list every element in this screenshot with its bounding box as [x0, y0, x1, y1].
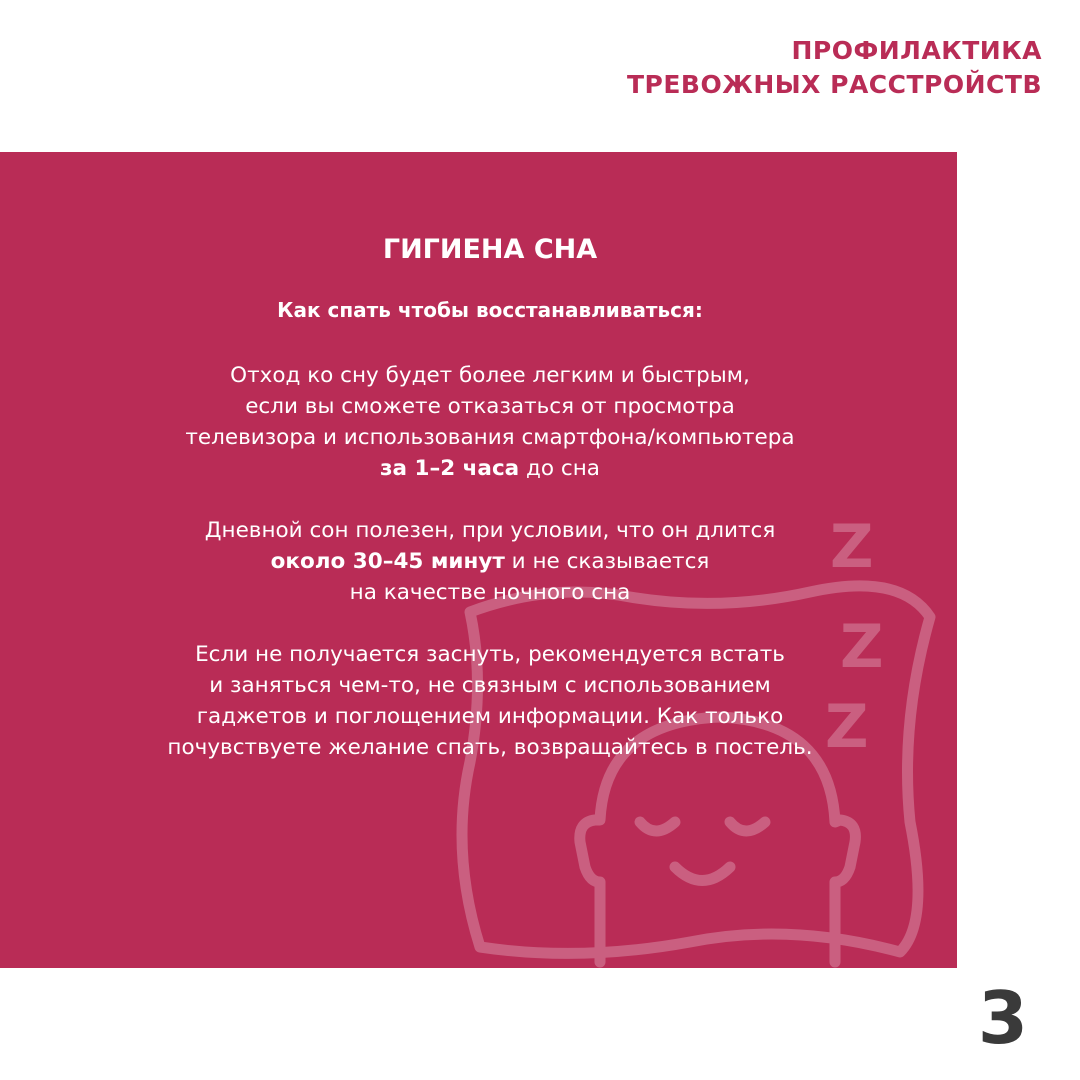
highlight-text: за 1–2 часа	[380, 456, 520, 481]
card-subtitle: Как спать чтобы восстанавливаться:	[277, 298, 703, 322]
content-card	[0, 152, 957, 968]
paragraph-line: Дневной сон полезен, при условии, что он длится	[204, 518, 776, 543]
paragraph-line: гаджетов и поглощением информации. Как только	[196, 704, 784, 729]
paragraph-text: и не сказывается	[504, 549, 710, 574]
paragraph-text: до сна	[519, 456, 600, 481]
paragraph-line: если вы сможете отказаться от просмотра	[245, 394, 735, 419]
page-number: 3	[977, 976, 1028, 1060]
paragraph-line: телевизора и использования смартфона/компьютера	[185, 425, 795, 450]
svg-text:Z: Z	[840, 612, 884, 682]
paragraph-line	[0, 546, 957, 577]
header-title-line-1: ПРОФИЛАКТИКА	[791, 36, 1042, 65]
paragraph-line: Если не получается заснуть, рекомендуется встать	[195, 642, 785, 667]
paragraph-line: Отход ко сну будет более легким и быстрым,	[230, 363, 750, 388]
paragraph-line: почувствуете желание спать, возвращайтесь в постель.	[167, 735, 813, 760]
card-title: ГИГИЕНА СНА	[382, 234, 598, 265]
paragraph-cant-sleep	[0, 639, 957, 763]
paragraph-screen-time	[0, 360, 957, 484]
header-title	[627, 34, 1042, 102]
paragraph-line: на качестве ночного сна	[349, 580, 631, 605]
highlight-text: около 30–45 минут	[270, 549, 505, 574]
svg-text:Z: Z	[830, 522, 874, 582]
paragraph-line	[0, 453, 957, 484]
paragraph-line: и заняться чем-то, не связным с использованием	[209, 673, 771, 698]
header-title-line-2: ТРЕВОЖНЫХ РАССТРОЙСТВ	[626, 70, 1042, 99]
paragraph-daytime-nap	[0, 515, 957, 608]
card-content	[0, 232, 957, 763]
svg-text:Z: Z	[825, 692, 869, 762]
